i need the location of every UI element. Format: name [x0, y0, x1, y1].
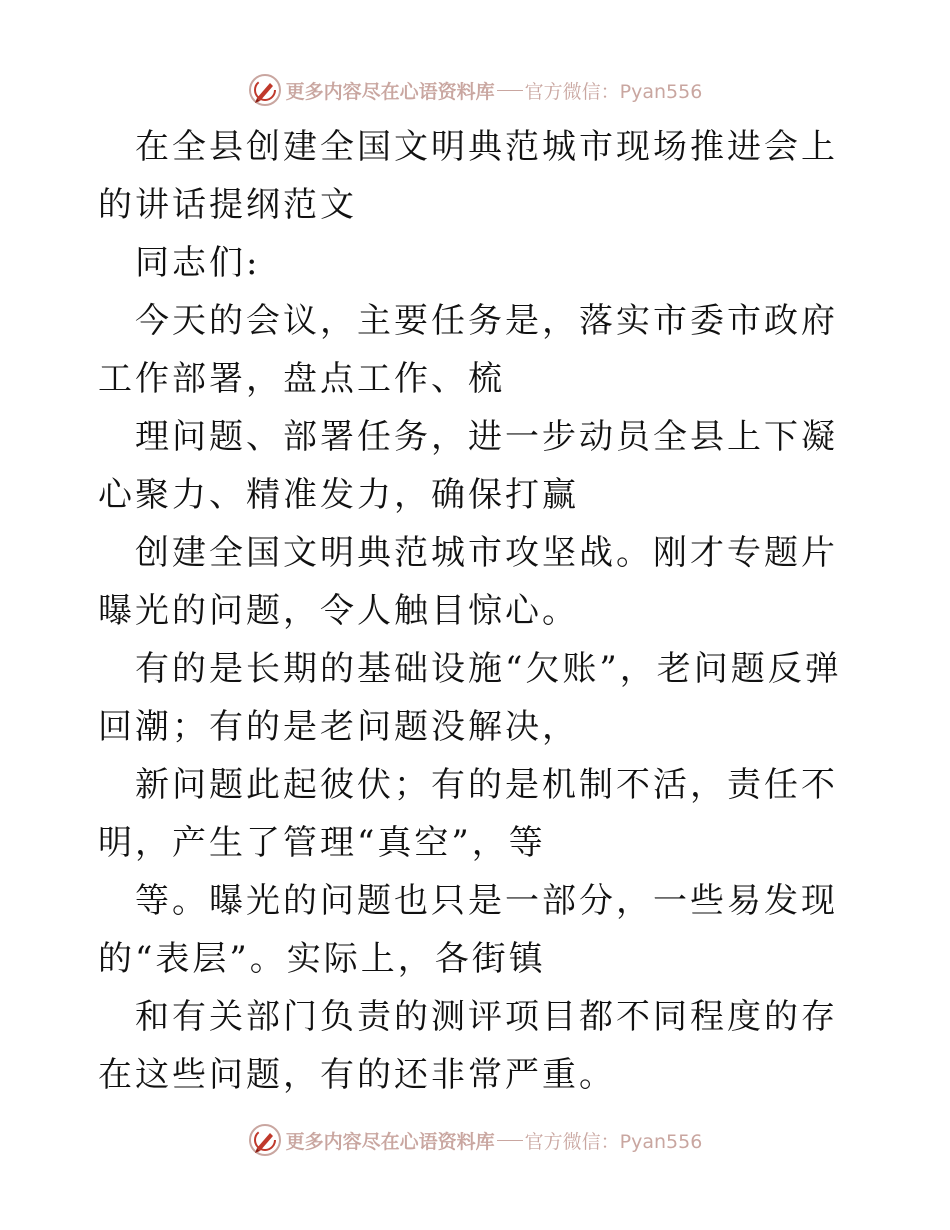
- paragraph-line: 创建全国文明典范城市攻坚战。刚才专题片曝光的问题，令人触目惊心。: [98, 533, 838, 631]
- paragraph-line: 理问题、部署任务，进一步动员全县上下凝心聚力、精准发力，确保打赢: [98, 417, 838, 515]
- document-title: 在全县创建全国文明典范城市现场推进会上的讲话提纲范文: [98, 127, 838, 225]
- pen-logo-icon: [248, 1123, 282, 1157]
- paragraph-line: 等。曝光的问题也只是一部分，一些易发现的“表层”。实际上，各街镇: [98, 881, 838, 979]
- paragraph-line: 新问题此起彼伏；有的是机制不活，责任不明，产生了管理“真空”，等: [98, 765, 838, 863]
- banner-separator: [497, 90, 523, 91]
- paragraph-line: 有的是长期的基础设施“欠账”，老问题反弹回潮；有的是老问题没解决，: [98, 649, 842, 747]
- contact-text: 官方微信：Pyan556: [524, 1130, 703, 1153]
- paragraph-line: 今天的会议，主要任务是，落实市委市政府工作部署，盘点工作、梳: [98, 301, 838, 399]
- pen-logo-icon: [248, 73, 282, 107]
- footer-watermark-banner: [0, 1122, 950, 1158]
- paragraph-line: 和有关部门负责的测评项目都不同程度的存在这些问题，有的还非常严重。: [98, 997, 838, 1095]
- brand-text: 更多内容尽在心语资料库: [285, 1130, 495, 1153]
- banner-separator: [497, 1140, 523, 1141]
- brand-text: 更多内容尽在心语资料库: [285, 80, 495, 103]
- header-watermark-banner: [0, 72, 950, 108]
- contact-text: 官方微信：Pyan556: [524, 80, 703, 103]
- document-body: [98, 118, 858, 1104]
- salutation: 同志们:: [135, 243, 261, 283]
